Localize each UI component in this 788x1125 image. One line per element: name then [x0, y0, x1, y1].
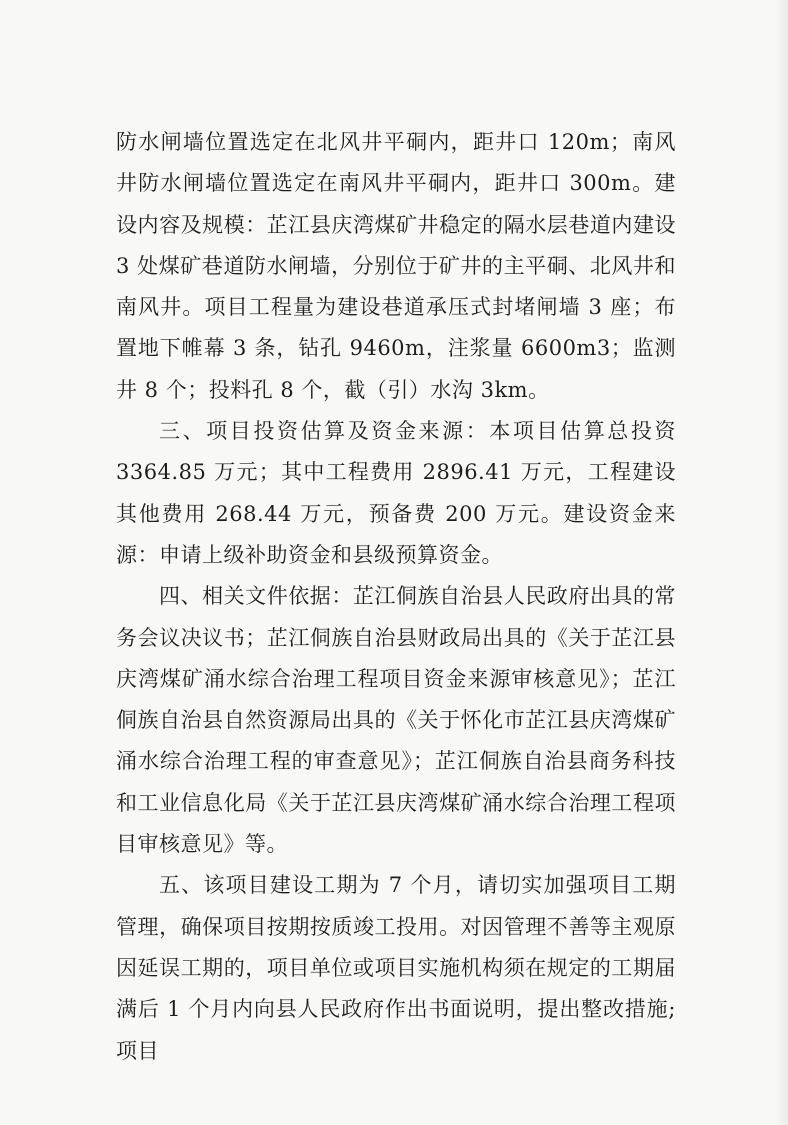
- paragraph-investment-estimate: 三、项目投资估算及资金来源：本项目估算总投资 3364.85 万元；其中工程费用 2896.41 万元，工程建设其他费用 268.44 万元，预备费 200 万元。建设资金来源：申请上级补助资金和县级预算资金。: [116, 419, 676, 567]
- document-body: [116, 122, 676, 1072]
- paragraph-reference-documents: 四、相关文件依据：芷江侗族自治县人民政府出具的常务会议决议书；芷江侗族自治县财政局出具的《关于芷江县庆湾煤矿涌水综合治理工程项目资金来源审核意见》；芷江侗族自治县自然资源局出具的《关于怀化市芷江县庆湾煤矿涌水综合治理工程的审查意见》；芷江侗族自治县商务科技和工业信息化局《关于芷江县庆湾煤矿涌水综合治理工程项目审核意见》等。: [116, 584, 676, 857]
- paragraph-project-scope: 防水闸墙位置选定在北风井平硐内，距井口 120m；南风井防水闸墙位置选定在南风井平硐内，距井口 300m。建设内容及规模：芷江县庆湾煤矿井稳定的隔水层巷道内建设 3 处煤矿巷道防水闸墙，分别位于矿井的主平硐、北风井和南风井。项目工程量为建设巷道承压式封堵闸墙 3 座；布置地下帷幕 3 条，钻孔 9460m，注浆量 6600m3；监测井 8 个；投料孔 8 个，截（引）水沟 3km。: [116, 130, 676, 402]
- paragraph-construction-period: 五、该项目建设工期为 7 个月，请切实加强项目工期管理，确保项目按期按质竣工投用。对因管理不善等主观原因延误工期的，项目单位或项目实施机构须在规定的工期届满后 1 个月内向县人民政府作出书面说明，提出整改措施;项目: [116, 873, 676, 1063]
- scan-edge-shadow: [774, 0, 788, 1125]
